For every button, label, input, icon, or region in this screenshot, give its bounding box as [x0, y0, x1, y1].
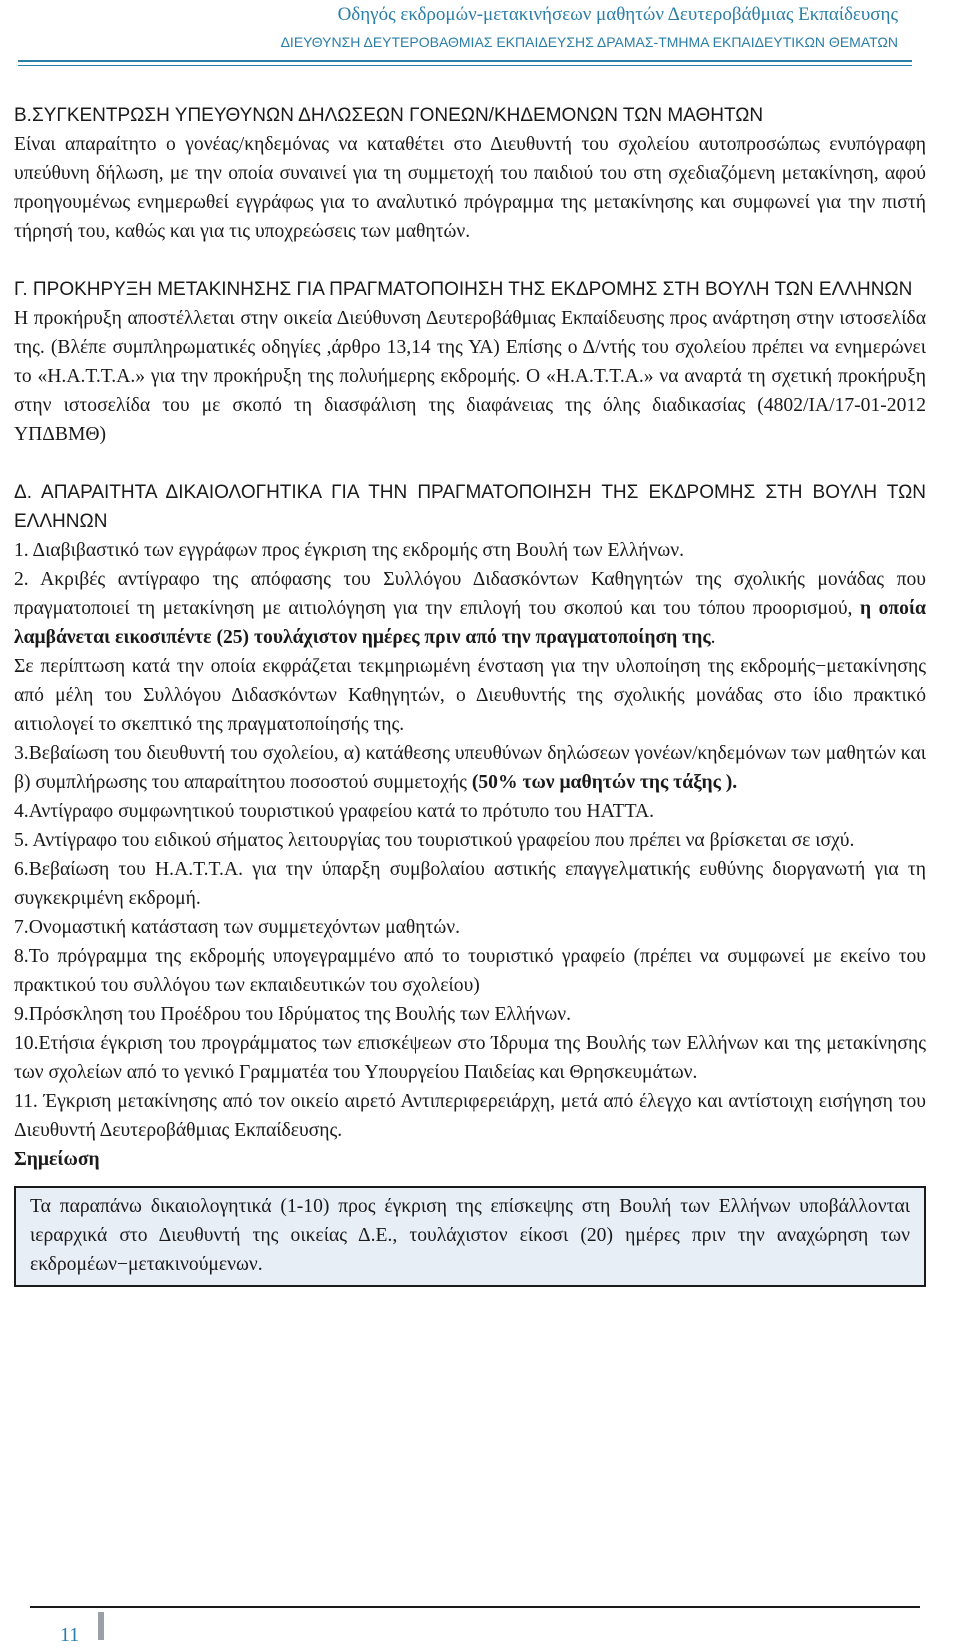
list-item-10: 10.Ετήσια έγκριση του προγράμματος των επισκέψεων στο Ίδρυμα της Βουλής των Ελλήνων και της μετακίνησης των σχολείων από το γενικό Γραμματέα του Υπουργείου Παιδείας και Θρησκευμάτων.: [14, 1033, 926, 1083]
list-item-3: [14, 739, 926, 797]
list-item-2: [14, 565, 926, 652]
section-c-title: Γ. ΠΡΟΚΗΡΥΞΗ ΜΕΤΑΚΙΝΗΣΗΣ ΓΙΑ ΠΡΑΓΜΑΤΟΠΟΙΗΣΗ ΤΗΣ ΕΚΔΡΟΜΗΣ ΣΤΗ ΒΟΥΛΗ ΤΩΝ ΕΛΛΗΝΩΝ: [14, 279, 913, 300]
page-number: 11: [60, 1624, 80, 1646]
list-item-6: 6.Βεβαίωση του Η.Α.Τ.Τ.Α. για την ύπαρξη συμβολαίου αστικής επαγγελματικής ευθύνης διοργανωτή για τη συγκεκριμένη εκδρομή.: [14, 859, 926, 909]
spacer: [14, 449, 926, 478]
list-item-2-end: .: [710, 627, 716, 648]
note-box: [14, 1186, 926, 1287]
header-subtitle: ΔΙΕΥΘΥΝΣΗ ΔΕΥΤΕΡΟΒΑΘΜΙΑΣ ΕΚΠΑΙΔΕΥΣΗΣ ΔΡΑΜΑΣ-ΤΜΗΜΑ ΕΚΠΑΙΔΕΥΤΙΚΩΝ ΘΕΜΑΤΩΝ: [280, 34, 898, 50]
footer-divider: [98, 1612, 104, 1640]
note-title: Σημείωση: [14, 1149, 100, 1170]
page-footer: [0, 1592, 960, 1652]
section-c-body: Η προκήρυξη αποστέλλεται στην οικεία Διεύθυνση Δευτεροβάθμιας Εκπαίδευσης προς ανάρτηση στην ιστοσελίδα της. (Βλέπε συμπληρωματικές οδηγίες ,άρθρο 13,14 της ΥΑ) Επίσης ο Δ/ντής του σχολείου πρέπει να ενημερώνει το «Η.Α.Τ.Τ.Α.» για την προκήρυξη της πολυήμερης εκδρομής. Ο «Η.Α.Τ.Τ.Α.» να αναρτά τη σχετική προκήρυξη στην ιστοσελίδα του με σκοπό τη διασφάλιση της διαφάνειας της όλης διαδικασίας (4802/ΙΑ/17-01-2012 ΥΠΔΒΜΘ): [14, 308, 926, 445]
list-item-2-emphasis: η οποία λαμβάνεται εικοσιπέντε (25) τουλάχιστον ημέρες πριν από την πραγματοποίηση της: [14, 598, 926, 648]
list-item-1: 1. Διαβιβαστικό των εγγράφων προς έγκριση της εκδρομής στη Βουλή των Ελλήνων.: [14, 540, 685, 561]
list-item-3-emphasis: (50% των μαθητών της τάξης ).: [471, 772, 738, 793]
list-item-5: 5. Αντίγραφο του ειδικού σήματος λειτουργίας του τουριστικού γραφείου που πρέπει να βρίσκεται σε ισχύ.: [14, 830, 855, 851]
list-item-11: 11. Έγκριση μετακίνησης από τον οικείο αιρετό Αντιπεριφερειάρχη, μετά από έλεγχο και αντίστοιχη εισήγηση του Διευθυντή Δευτεροβάθμιας Εκπαίδευσης.: [14, 1091, 926, 1141]
footer-rule: [30, 1606, 920, 1608]
list-item-7: 7.Ονομαστική κατάσταση των συμμετεχόντων μαθητών.: [14, 917, 461, 938]
document-body: [14, 101, 926, 1287]
list-item-2-text: 2. Ακριβές αντίγραφο της απόφασης του Συλλόγου Διδασκόντων Καθηγητών της σχολικής μονάδας που πραγματοποιεί τη μετακίνηση με αιτιολόγηση για την επιλογή του σκοπού και του τόπου προορισμού,: [14, 569, 926, 619]
header-title: Οδηγός εκδρομών-μετακινήσεων μαθητών Δευτεροβάθμιας Εκπαίδευσης: [337, 4, 898, 25]
list-item-8: 8.Το πρόγραμμα της εκδρομής υπογεγραμμένο από το τουριστικό γραφείο (πρέπει να συμφωνεί με εκείνο του πρακτικού του συλλόγου των εκπαιδευτικών του σχολείου): [14, 946, 926, 996]
note-body: Τα παραπάνω δικαιολογητικά (1-10) προς έγκριση της επίσκεψης στη Βουλή των Ελλήνων υποβάλλονται ιεραρχικά στο Διευθυντή της οικείας Δ.Ε., τουλάχιστον είκοσι (20) ημέρες πριν την αναχώρηση των εκδρομέων−μετακινούμενων.: [30, 1196, 910, 1275]
list-item-2-note: Σε περίπτωση κατά την οποία εκφράζεται τεκμηριωμένη ένσταση για την υλοποίηση της εκδρομής−μετακίνησης από μέλη του Συλλόγου Διδασκόντων Καθηγητών, ο Διευθυντής της σχολικής μονάδας στο ίδιο πρακτικό αιτιολογεί το σκεπτικό της πραγματοποίησής της.: [14, 656, 926, 735]
page-header: [0, 0, 960, 90]
list-item-4: 4.Αντίγραφο συμφωνητικού τουριστικού γραφείου κατά το πρότυπο του ΗΑΤΤΑ.: [14, 801, 655, 822]
header-rule: [18, 60, 912, 66]
spacer: [14, 246, 926, 275]
section-b-body: Είναι απαραίτητο ο γονέας/κηδεμόνας να καταθέτει στο Διευθυντή του σχολείου αυτοπροσώπως ενυπόγραφη υπεύθυνη δήλωση, με την οποία συναινεί για τη συμμετοχή του παιδιού του στη σχεδιαζόμενη μετακίνηση, αφού προηγουμένως ενημερωθεί εγγράφως για το αναλυτικό πρόγραμμα της μετακίνησης και συμφωνεί για την πιστή τήρησή του, καθώς και για τις υποχρεώσεις των μαθητών.: [14, 134, 926, 242]
section-d-title: Δ. ΑΠΑΡΑΙΤΗΤΑ ΔΙΚΑΙΟΛΟΓΗΤΙΚΑ ΓΙΑ ΤΗΝ ΠΡΑΓΜΑΤΟΠΟΙΗΣΗ ΤΗΣ ΕΚΔΡΟΜΗΣ ΣΤΗ ΒΟΥΛΗ ΤΩΝ ΕΛΛΗΝΩΝ: [14, 482, 926, 532]
list-item-9: 9.Πρόσκληση του Προέδρου του Ιδρύματος της Βουλής των Ελλήνων.: [14, 1004, 572, 1025]
section-b-title: Β.ΣΥΓΚΕΝΤΡΩΣΗ ΥΠΕΥΘΥΝΩΝ ΔΗΛΩΣΕΩΝ ΓΟΝΕΩΝ/ΚΗΔΕΜΟΝΩΝ ΤΩΝ ΜΑΘΗΤΩΝ: [14, 105, 764, 126]
list-item-3-text: 3.Βεβαίωση του διευθυντή του σχολείου, α) κατάθεσης υπευθύνων δηλώσεων γονέων/κηδεμόνων των μαθητών και β) συμπλήρωσης του απαραίτητου ποσοστού συμμετοχής: [14, 743, 926, 793]
